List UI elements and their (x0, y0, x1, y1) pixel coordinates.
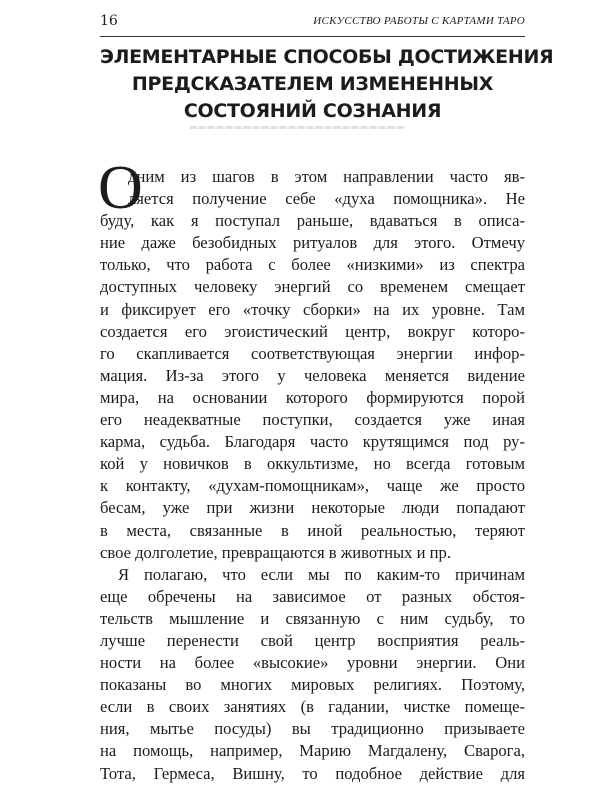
text-line: лучше перенести свой центр восприятия реаль- (100, 630, 525, 650)
text-line: только, что работа с более «низкими» из спектра (100, 255, 525, 275)
text-line: свое долголетие, превращаются в животных и пр. (100, 542, 451, 562)
drop-cap: О (98, 154, 143, 222)
running-title: ИСКУССТВО РАБОТЫ С КАРТАМИ ТАРО (313, 15, 525, 27)
text-line: Тота, Гермеса, Вишну, то подобное действие для (100, 763, 525, 783)
text-line: и фиксирует его «точку сборки» на их уровне. Там (100, 299, 525, 319)
text-line: буду, как я поступал раньше, вдаваться в описа- (100, 211, 525, 231)
text-line: еще обречены на зависимое от разных обстоя- (100, 586, 525, 606)
text-line: показаны во многих мировых религиях. Поэтому, (100, 675, 525, 695)
text-line: тельств мышление и связанную с ним судьбу, то (100, 608, 525, 628)
chapter-title-line: СОСТОЯНИЙ СОЗНАНИЯ (183, 100, 442, 122)
text-line: мира, на основании которого формируются порой (100, 387, 525, 407)
text-line: мация. Из-за этого у человека меняется видение (100, 365, 525, 385)
text-line: ние даже безобидных ритуалов для этого. Отмечу (100, 233, 525, 253)
text-line: го скапливается соответствующая энергии инфор- (100, 343, 525, 363)
text-line: бесам, уже при жизни некоторые люди попадают (100, 498, 525, 518)
chapter-title (100, 44, 554, 125)
page-number: 16 (100, 13, 118, 29)
text-line: Я полагаю, что если мы по каким-то причинам (118, 564, 525, 584)
text-line: его неадекватные поступки, создается уже иная (100, 410, 525, 430)
text-line: ности на более «высокие» уровни энергии. Они (100, 653, 525, 673)
text-line: ния, мытье посуды) вы традиционно призываете (100, 719, 525, 739)
text-line: если в своих занятиях (в гадании, чистке помеще- (100, 697, 525, 717)
text-line: ляется получение себе «духа помощника». Не (128, 189, 525, 209)
body-text (100, 166, 525, 785)
text-line: дним из шагов в этом направлении часто яв- (128, 167, 525, 186)
text-line: кой у новичков в оккультизме, но всегда готовым (100, 454, 525, 474)
chapter-title-line: ЭЛЕМЕНТАРНЫЕ СПОСОБЫ ДОСТИЖЕНИЯ (100, 46, 554, 68)
text-line: к контакту, «духам-помощникам», чаще же просто (100, 476, 525, 496)
title-ornament-rule (190, 126, 405, 129)
text-line: создается его эгоистический центр, вокруг которо- (100, 321, 525, 341)
text-line: в места, связанные в иной реальностью, теряют (100, 520, 525, 540)
chapter-title-line: ПРЕДСКАЗАТЕЛЕМ ИЗМЕНЕННЫХ (131, 73, 494, 95)
page-header (100, 10, 525, 37)
text-line: карма, судьба. Благодаря часто крутящимся под ру- (100, 432, 525, 452)
text-line: на помощь, например, Марию Магдалену, Сварога, (100, 741, 525, 761)
text-line: доступных человеку энергий со временем смещает (100, 277, 525, 297)
